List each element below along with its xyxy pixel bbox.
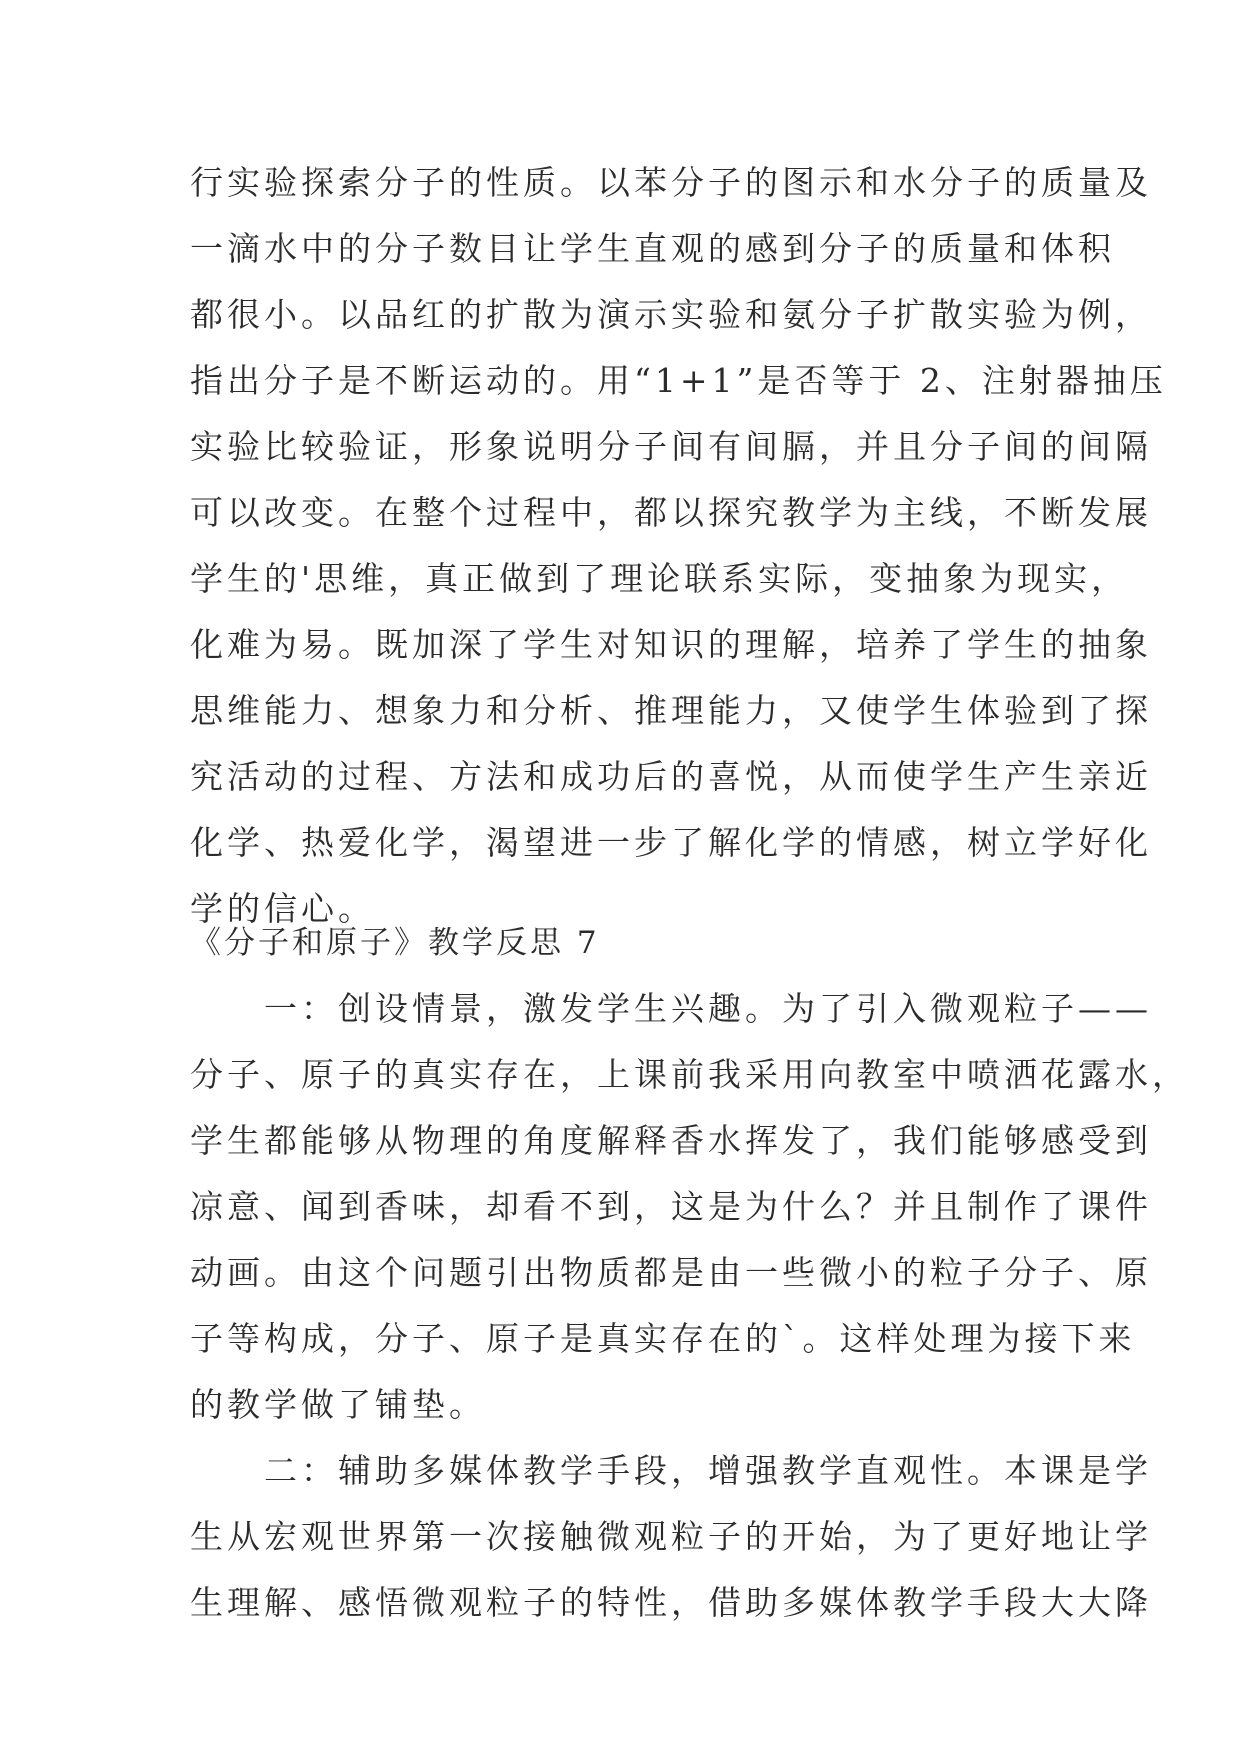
text-line: 一滴水中的分子数目让学生直观的感到分子的质量和体积 (190, 229, 1115, 268)
text-line: 学生的'思维，真正做到了理论联系实际，变抽象为现实， (190, 559, 1129, 598)
text-line: 实验比较验证，形象说明分子间有间膈，并且分子间的间隔 (190, 427, 1152, 466)
text-line: 可以改变。在整个过程中，都以探究教学为主线，不断发展 (190, 493, 1152, 532)
text-line: 化学、热爱化学，渴望进一步了解化学的情感，树立学好化 (190, 823, 1152, 862)
text-line: 动画。由这个问题引出物质都是由一些微小的粒子分子、原 (190, 1253, 1152, 1292)
text-line: 指出分子是不断运动的。用“1+1”是否等于 2、注射器抽压 (190, 361, 1167, 400)
section-body (190, 976, 1189, 1636)
section-title: 《分子和原子》教学反思 7 (190, 925, 600, 961)
text-line: 化难为易。既加深了学生对知识的理解，培养了学生的抽象 (190, 625, 1152, 664)
text-line: 思维能力、想象力和分析、推理能力，又使学生体验到了探 (190, 691, 1152, 730)
text-line: 行实验探索分子的性质。以苯分子的图示和水分子的质量及 (190, 163, 1152, 202)
text-line: 学的信心。 (190, 889, 375, 928)
text-line: 二：辅助多媒体教学手段，增强教学直观性。本课是学 (190, 1451, 1152, 1490)
text-line: 的教学做了铺垫。 (190, 1385, 486, 1424)
text-line: 子等构成，分子、原子是真实存在的`。这样处理为接下来 (190, 1319, 1136, 1358)
text-line: 生从宏观世界第一次接触微观粒子的开始，为了更好地让学 (190, 1517, 1152, 1556)
text-line: 一：创设情景，激发学生兴趣。为了引入微观粒子—— (190, 989, 1152, 1028)
text-line: 生理解、感悟微观粒子的特性，借助多媒体教学手段大大降 (190, 1583, 1152, 1622)
text-line: 都很小。以品红的扩散为演示实验和氨分子扩散实验为例， (190, 295, 1152, 334)
text-line: 学生都能够从物理的角度解释香水挥发了，我们能够感受到 (190, 1121, 1152, 1160)
text-line: 究活动的过程、方法和成功后的喜悦，从而使学生产生亲近 (190, 757, 1152, 796)
text-line: 凉意、闻到香味，却看不到，这是为什么？并且制作了课件 (190, 1187, 1152, 1226)
text-line: 分子、原子的真实存在，上课前我采用向教室中喷洒花露水， (190, 1055, 1189, 1094)
continued-paragraph (190, 150, 1167, 942)
